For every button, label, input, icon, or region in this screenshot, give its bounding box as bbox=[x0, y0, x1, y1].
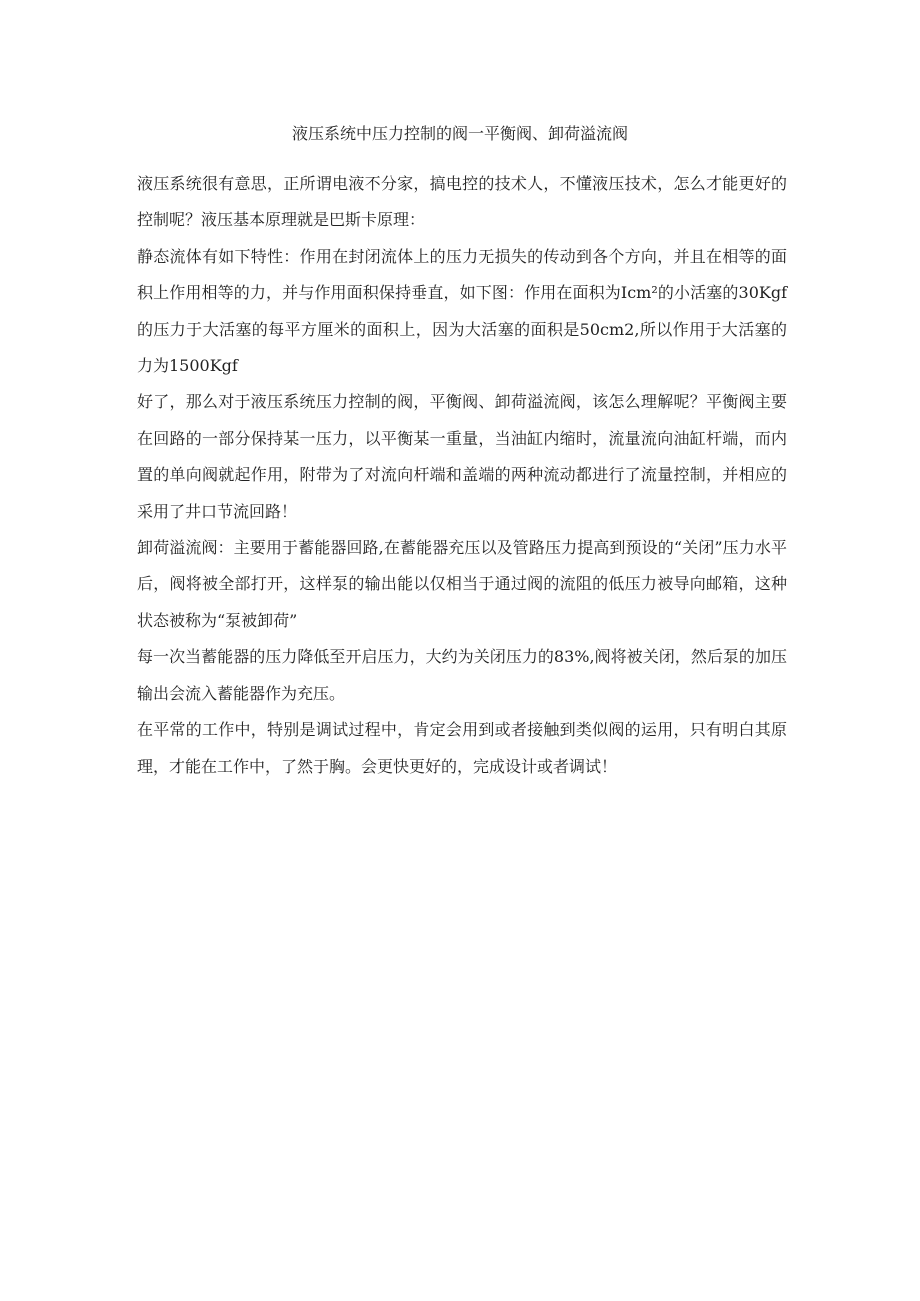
paragraph-static-fluid: 静态流体有如下特性：作用在封闭流体上的压力无损失的传动到各个方向，并且在相等的面积上作用相等的力，并与作用面积保持垂直，如下图：作用在面积为Icm²的小活塞的30Kgf的压力于大活塞的每平方厘米的面积上，因为大活塞的面积是50cm2,所以作用于大活塞的力为1500Kgf bbox=[137, 246, 787, 376]
paragraph-accumulator: 每一次当蓄能器的压力降低至开启压力，大约为关闭压力的83%,阀将被关闭，然后泵的加压输出会流入蓄能器作为充压。 bbox=[137, 647, 787, 703]
document-body bbox=[137, 166, 787, 785]
paragraph-intro: 液压系统很有意思，正所谓电液不分家，搞电控的技术人，不懂液压技术，怎么才能更好的控制呢？液压基本原理就是巴斯卡原理： bbox=[137, 174, 787, 230]
paragraph-balance-valve: 好了，那么对于液压系统压力控制的阀，平衡阀、卸荷溢流阀，该怎么理解呢？平衡阀主要在回路的一部分保持某一压力，以平衡某一重量，当油缸内缩时，流量流向油缸杆端，而内置的单向阀就起作用，附带为了对流向杆端和盖端的两种流动都进行了流量控制，并相应的采用了井口节流回路！ bbox=[137, 392, 787, 521]
paragraph-unloading-relief-valve: 卸荷溢流阀：主要用于蓄能器回路,在蓄能器充压以及管路压力提高到预设的“关闭”压力水平后，阀将被全部打开，这样泵的输出能以仅相当于通过阀的流阻的低压力被导向邮箱，这种状态被称为“泵被卸荷” bbox=[137, 538, 787, 630]
paragraph-conclusion: 在平常的工作中，特别是调试过程中，肯定会用到或者接触到类似阀的运用，只有明白其原理，才能在工作中，了然于胸。会更快更好的，完成设计或者调试！ bbox=[137, 720, 787, 776]
document-title: 液压系统中压力控制的阀一平衡阀、卸荷溢流阀 bbox=[291, 124, 628, 143]
